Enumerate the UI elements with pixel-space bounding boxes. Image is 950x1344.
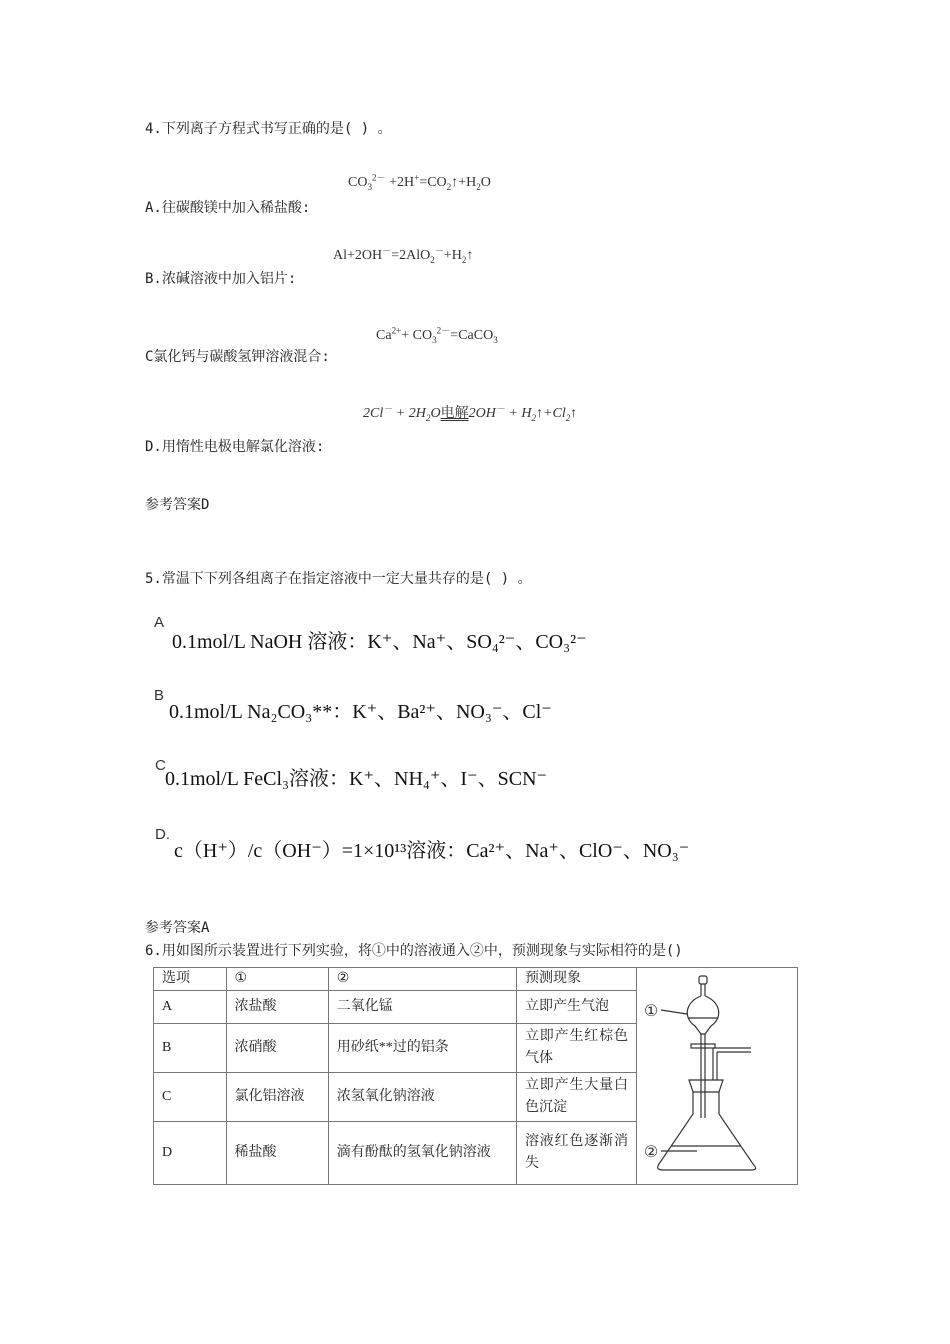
table-cell: 浓硝酸 xyxy=(226,1024,328,1073)
q5-stem: 5.常温下下列各组离子在指定溶液中一定大量共存的是( ) 。 xyxy=(145,571,532,587)
diagram-label-2: ② xyxy=(643,1142,659,1161)
q4-option-a-formula: $CO_3^{2-}$ $+2H^+=CO_2↑+H_2O$ xyxy=(348,172,491,192)
table-cell: 浓氢氧化钠溶液 xyxy=(328,1073,516,1122)
q5-option-c-letter: C xyxy=(155,757,166,774)
header-cell: 选项 xyxy=(154,968,227,991)
table-cell: 氯化铝溶液 xyxy=(226,1073,328,1122)
table-cell: 滴有酚酞的氢氧化钠溶液 xyxy=(328,1122,516,1185)
q4-stem: 4.下列离子方程式书写正确的是( ) 。 xyxy=(145,121,392,137)
q4-option-b-label: B.浓碱溶液中加入铝片: xyxy=(145,271,297,287)
q5-option-a-letter: A xyxy=(154,614,165,631)
q5-option-d-text: c（H⁺）/c（OH⁻）=1×10¹³溶液：Ca²⁺、Na⁺、ClO⁻、NO₃⁻ xyxy=(174,840,690,862)
q4-answer: 参考答案D xyxy=(145,497,210,513)
q4-option-a-label: A.往碳酸镁中加入稀盐酸: xyxy=(145,200,311,216)
flask-apparatus-diagram xyxy=(637,968,797,1176)
table-cell: C xyxy=(154,1073,227,1122)
apparatus-diagram-cell xyxy=(636,968,797,1185)
table-cell: A xyxy=(154,991,227,1024)
q4-option-b-formula: $Al+2OH^-=2AlO_2^-+H_2↑$ xyxy=(333,245,474,265)
header-cell: ② xyxy=(328,968,516,991)
q4-option-d-label: D.用惰性电极电解氯化溶液: xyxy=(145,439,325,455)
table-cell: 立即产生红棕色气体 xyxy=(516,1024,636,1073)
q5-answer: 参考答案A xyxy=(145,920,210,936)
table-cell: 用砂纸**过的铝条 xyxy=(328,1024,516,1073)
q4-option-c-label: C氯化钙与碳酸氢钾溶液混合: xyxy=(145,349,330,365)
q4-option-d-formula: $2Cl^- + 2H_2O$电解$2OH^- + H_2↑+Cl_2↑$ xyxy=(363,403,578,423)
diagram-label-1: ① xyxy=(643,1001,659,1020)
q5-option-a-text: 0.1mol/L NaOH 溶液：K⁺、Na⁺、SO₄²⁻、CO₃²⁻ xyxy=(172,631,587,653)
experiment-table xyxy=(153,967,798,1185)
q5-option-c-text: 0.1mol/L FeCl₃溶液：K⁺、NH₄⁺、I⁻、SCN⁻ xyxy=(165,768,548,790)
table-header-row xyxy=(154,968,798,991)
table-cell: D xyxy=(154,1122,227,1185)
q4-option-c-formula: $Ca^{2+}+$ $CO_3^{2-}=CaCO_3$ xyxy=(376,325,498,345)
table-cell: 稀盐酸 xyxy=(226,1122,328,1185)
header-cell: 预测现象 xyxy=(516,968,636,991)
header-cell: ① xyxy=(226,968,328,991)
table-cell: 浓盐酸 xyxy=(226,991,328,1024)
table-cell: B xyxy=(154,1024,227,1073)
q5-option-b-letter: B xyxy=(154,687,165,704)
table-cell: 溶液红色逐渐消失 xyxy=(516,1122,636,1185)
table-cell: 立即产生气泡 xyxy=(516,991,636,1024)
q5-option-b-text: 0.1mol/L Na₂CO₃**：K⁺、Ba²⁺、NO₃⁻、Cl⁻ xyxy=(169,701,552,723)
table-cell: 立即产生大量白色沉淀 xyxy=(516,1073,636,1122)
table-cell: 二氧化锰 xyxy=(328,991,516,1024)
q6-stem: 6.用如图所示装置进行下列实验，将①中的溶液通入②中，预测现象与实际相符的是() xyxy=(145,943,683,959)
q5-option-d-letter: D. xyxy=(155,826,170,843)
